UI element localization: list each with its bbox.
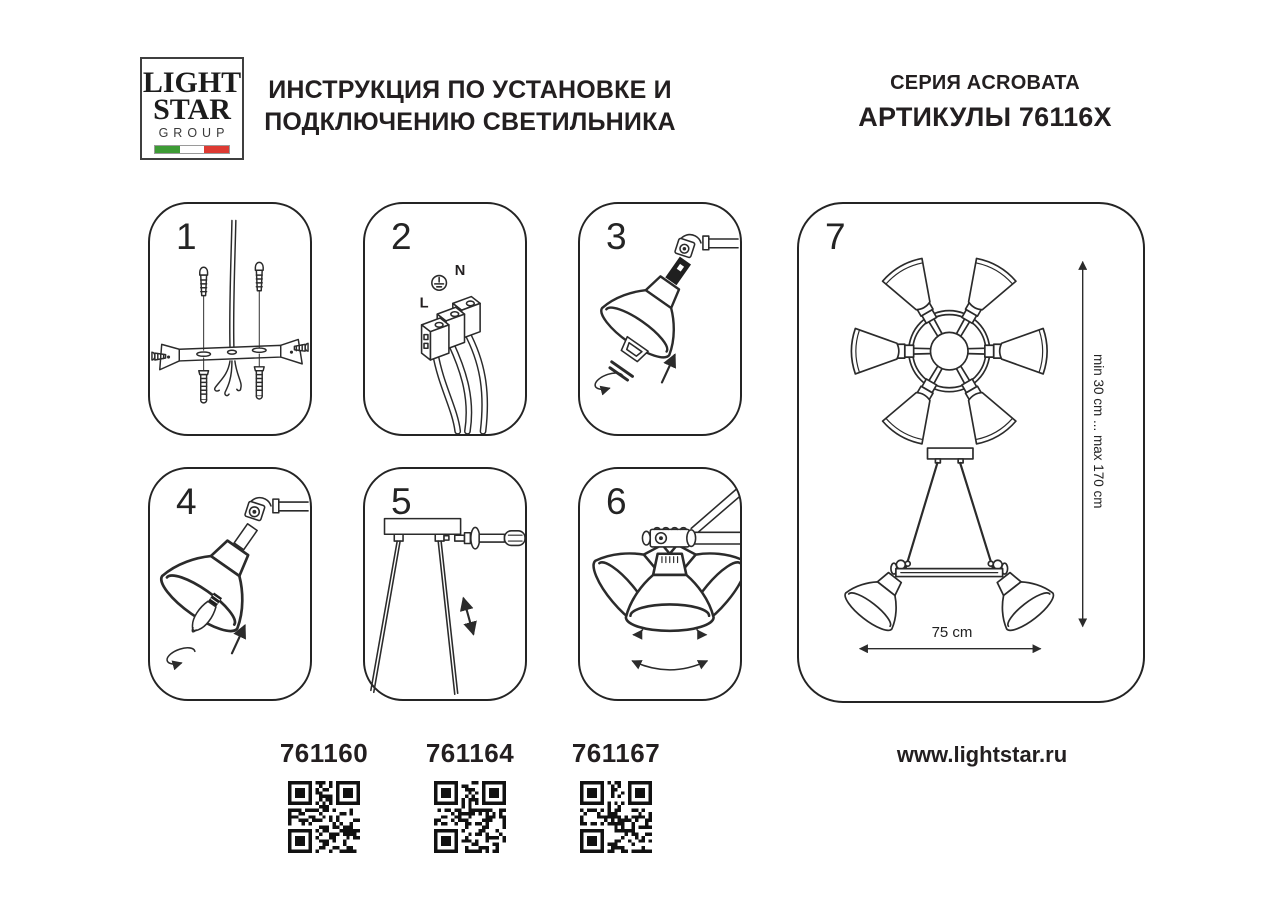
article-column [395,738,545,853]
step-number: 7 [825,216,846,257]
shade-swivel-diagram [580,469,740,699]
article-code: 761160 [279,738,369,768]
bulb-install-diagram [150,469,310,699]
step-number: 1 [176,216,197,257]
logo-word-star: STAR [153,93,231,126]
italian-flag-bar [154,145,230,154]
width-label: 75 cm [931,624,973,641]
logo-word-group: GROUP [158,126,230,140]
articles-title: АРТИКУЛЫ 76116X [858,102,1112,132]
qr-code [434,781,506,853]
canopy-adjust-diagram [365,469,525,699]
height-range-label: min 30 cm ... max 170 cm [1091,354,1106,509]
step-panel-5 [363,467,527,701]
lightstar-logo [140,57,244,160]
logo-word-light: LIGHT [142,66,242,99]
article-code: 761164 [425,738,515,768]
step-panel-1 [148,202,312,436]
terminal-block-diagram [365,204,525,434]
step-number: 6 [606,481,627,522]
page-title [240,74,700,138]
step-panel-7 [797,202,1145,703]
shade-socket-diagram [580,204,740,434]
step-number: 2 [391,216,412,257]
series-title: СЕРИЯ ACROBATA [890,72,1080,94]
step-number: 4 [176,481,197,522]
step-panel-6 [578,467,742,701]
article-column [541,738,691,853]
website-url: www.lightstar.ru [896,742,1068,767]
step-number: 3 [606,216,627,257]
title-line-1: ИНСТРУКЦИЯ ПО УСТАНОВКЕ И [268,76,672,104]
article-code: 761167 [571,738,661,768]
ground-icon [432,276,447,291]
title-line-2: ПОДКЛЮЧЕНИЮ СВЕТИЛЬНИКА [264,108,676,136]
step-panel-4 [148,467,312,701]
label-line: L [419,295,429,312]
qr-code [288,781,360,853]
qr-code [580,781,652,853]
mounting-bracket-diagram [150,204,310,434]
step-panel-2 [363,202,527,436]
step-number: 5 [391,481,412,522]
label-neutral: N [454,263,466,280]
series-block [810,72,1160,133]
step-panel-3 [578,202,742,436]
article-column [249,738,399,853]
